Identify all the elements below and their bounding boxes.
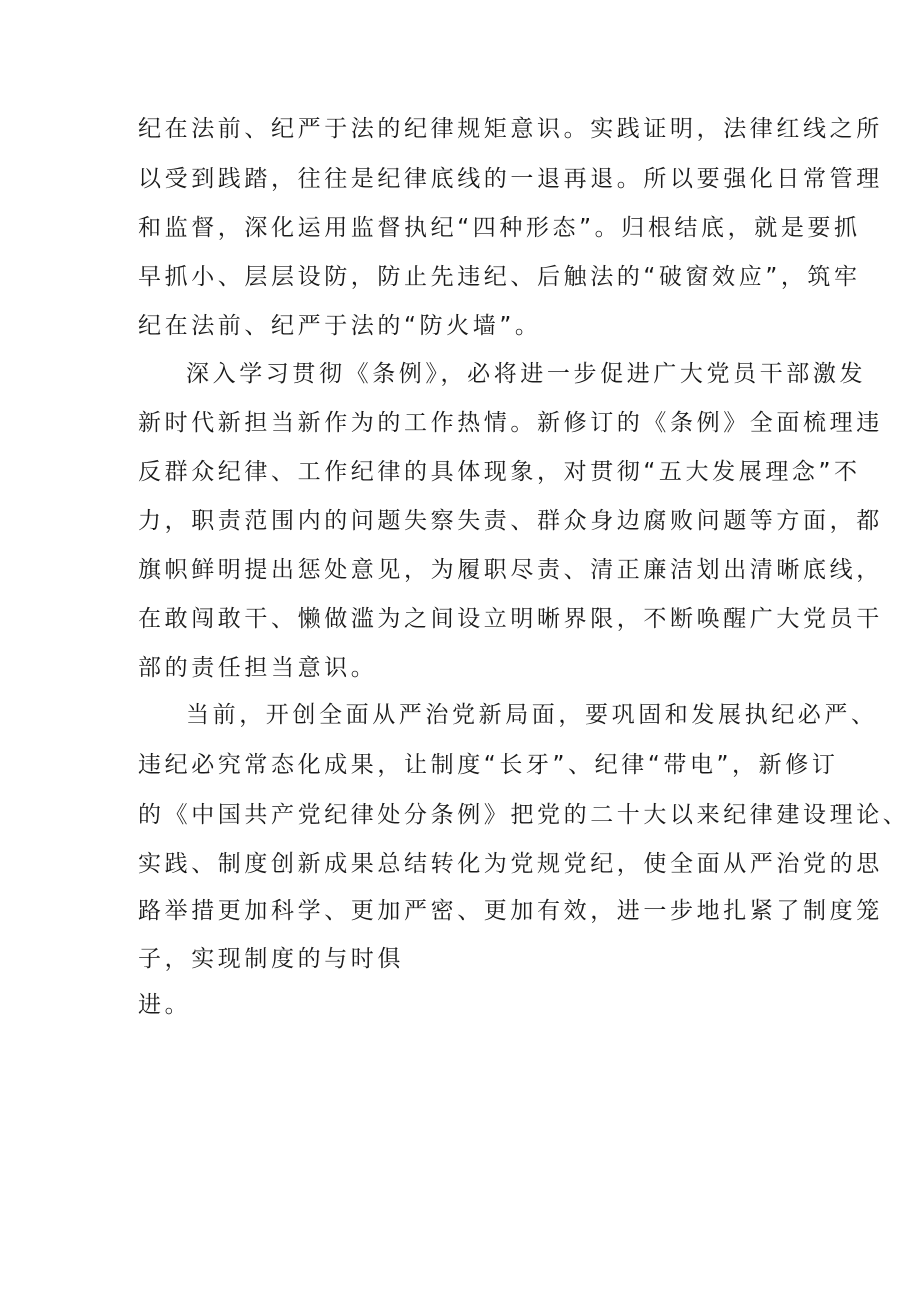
text-line: 子，实现制度的与时俱 — [138, 946, 404, 972]
text-line: 以受到践踏，往往是纪律底线的一退再退。所以要强化日常管理 — [138, 166, 883, 192]
text-line: 深入学习贯彻《条例》，必将进一步促进广大党员干部激发 — [186, 361, 867, 387]
text-line: 旗帜鲜明提出惩处意见，为履职尽责、清正廉洁划出清晰底线， — [138, 557, 883, 583]
text-line: 实践、制度创新成果总结转化为党规党纪，使全面从严治党的思 — [138, 851, 883, 877]
text-line: 新时代新担当新作为的工作热情。新修订的《条例》全面梳理违 — [138, 410, 883, 436]
text-line: 在敢闯敢干、懒做滥为之间设立明晰界限，不断唤醒广大党员干 — [138, 606, 883, 632]
text-line: 路举措更加科学、更加严密、更加有效，进一步地扎紧了制度笼 — [138, 898, 883, 924]
text-line: 和监督，深化运用监督执纪“四种形态”。归根结底，就是要抓 — [138, 215, 861, 241]
text-line: 力，职责范围内的问题失察失责、群众身边腐败问题等方面，都 — [138, 508, 883, 534]
text-line: 纪在法前、纪严于法的纪律规矩意识。实践证明，法律红线之所 — [138, 116, 883, 142]
text-line: 纪在法前、纪严于法的“防火墙”。 — [138, 313, 542, 339]
text-line: 部的责任担当意识。 — [138, 655, 378, 681]
text-line: 进。 — [138, 992, 192, 1018]
text-line: 的《中国共产党纪律处分条例》把党的二十大以来纪律建设理论、 — [138, 802, 910, 828]
text-line: 当前，开创全面从严治党新局面，要巩固和发展执纪必严、 — [186, 702, 878, 728]
text-line: 反群众纪律、工作纪律的具体现象，对贯彻“五大发展理念”不 — [138, 459, 861, 485]
text-line: 早抓小、层层设防，防止先违纪、后触法的“破窗效应”，筑牢 — [138, 264, 861, 290]
text-line: 违纪必究常态化成果，让制度“长牙”、纪律“带电”，新修订 — [138, 752, 839, 778]
